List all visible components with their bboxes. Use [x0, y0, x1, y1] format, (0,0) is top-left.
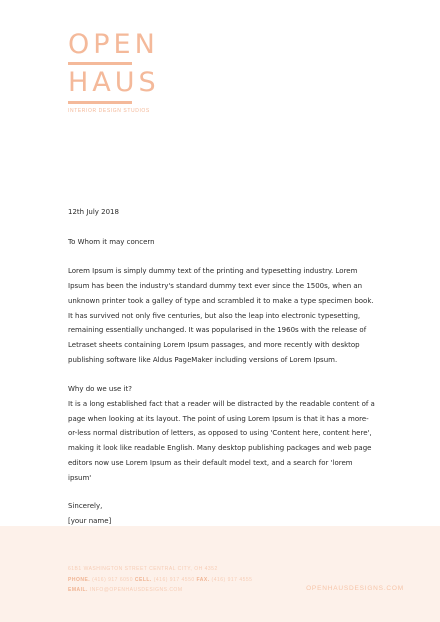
footer-website[interactable]: OPENHAUSDESIGNS.COM	[306, 585, 404, 592]
logo-divider-bottom	[68, 101, 132, 104]
footer-email-line	[68, 585, 252, 596]
fax-value: (416) 917 4555	[211, 576, 253, 583]
footer-address: 61B1 WASHINGTON STREET CENTRAL CITY, OH 4352	[68, 566, 218, 572]
logo-divider-top	[68, 62, 132, 65]
logo-tagline: INTERIOR DESIGN STUDIOS	[68, 108, 150, 114]
logo-word-open: OPEN	[68, 29, 159, 60]
fax-label: FAX.	[196, 576, 210, 583]
logo-word-haus: HAUS	[68, 67, 160, 98]
cell-label: CELL.	[134, 576, 152, 583]
phone-value: (416) 917 6050	[92, 576, 133, 583]
letterhead-footer	[0, 526, 440, 622]
letter-paragraph-2: It is a long established fact that a reader will be distracted by the readable content of a page when looking at its layout. The point of using Lorem Ipsum is that it has a more-or-less normal distribution of letters, as opposed to using 'Content here, content here', making it look like readable English. Many desktop publishing packages and web page editors now use Lorem Ipsum as their default model text, and a search for 'lorem ipsum'	[68, 400, 375, 482]
letter-paragraph-1: Lorem Ipsum is simply dummy text of the printing and typesetting industry. Lorem Ipsum has been the industry's standard dummy text ever since the 1500s, when an unknown printer took a galley of type and scrambled it to make a type specimen book. It has survived not only five centuries, but also the leap into electronic typesetting, remaining essentially unchanged. It was popularised in the 1960s with the release of Letraset sheets containing Lorem Ipsum passages, and more recently with desktop publishing software like Aldus PageMaker including versions of Lorem Ipsum.	[68, 267, 374, 364]
cell-value: (416) 917 4550	[153, 576, 195, 583]
company-logo	[68, 29, 160, 114]
letter-salutation: To Whom it may concern	[68, 237, 155, 246]
email-value[interactable]: INFO@OPENHAUSDESIGNS.COM	[89, 587, 183, 593]
letter-body	[68, 205, 378, 529]
letter-closing: Sincerely,	[68, 502, 103, 511]
email-label: EMAIL.	[68, 587, 88, 593]
phone-label: PHONE.	[68, 576, 91, 583]
footer-contact-block	[68, 564, 252, 596]
letter-date: 12th July 2018	[68, 208, 119, 216]
footer-phone-line	[68, 575, 252, 586]
letter-question-heading: Why do we use it?	[68, 385, 132, 394]
letter-signature: [your name]	[68, 516, 112, 525]
